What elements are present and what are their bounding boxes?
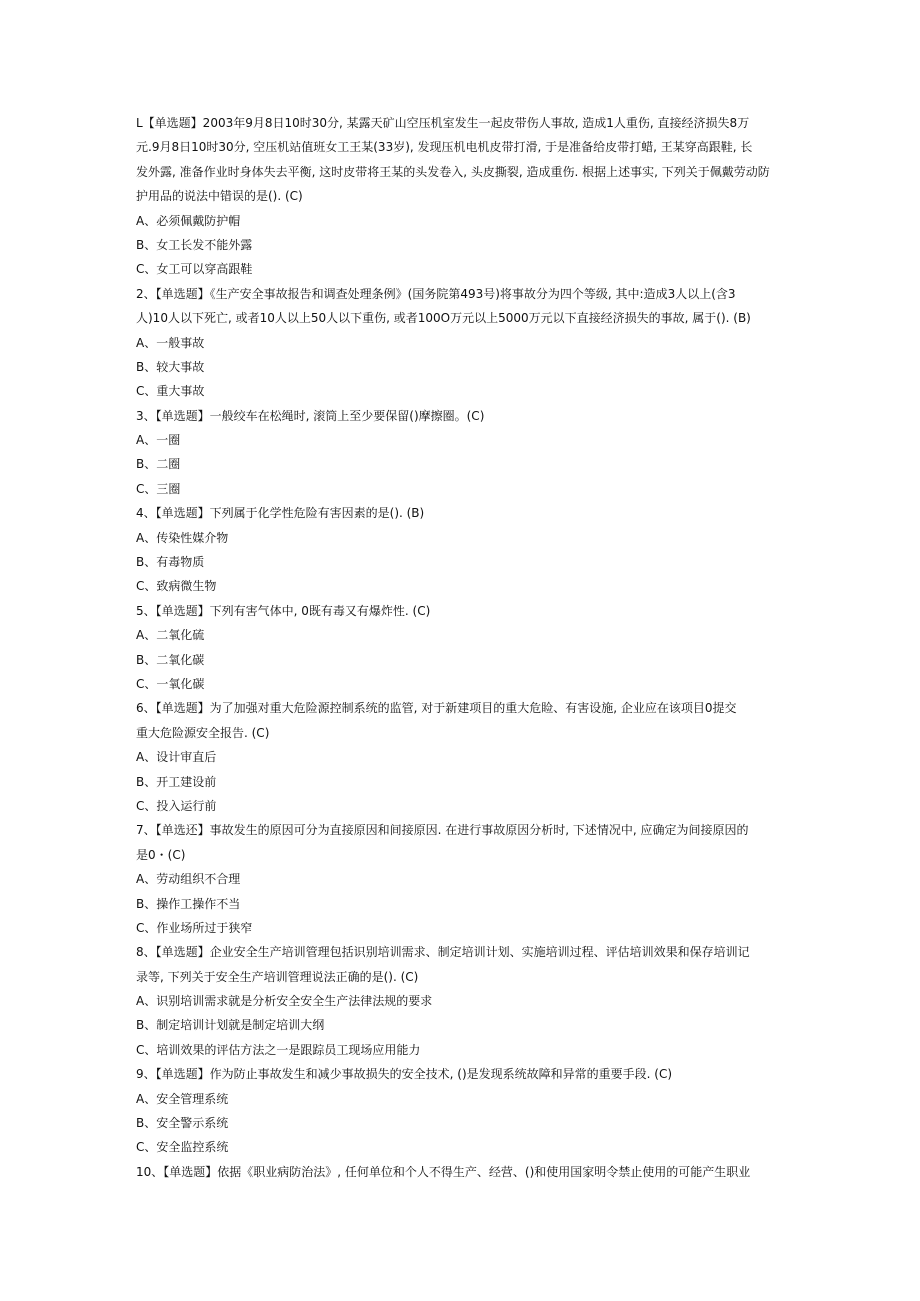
- question-text-line: 元.9月8日10时30分, 空压机站值班女工王某(33岁), 发现压机电机皮带打滑, 于是准备给皮带打蜡, 王某穿高跟鞋, 长: [136, 140, 753, 155]
- question-text-line: 9、【单选题】作为防止事故发生和减少事故损失的安全技术, ()是发现系统故障和异常的重要手段. (C): [136, 1067, 673, 1082]
- question-3: [136, 404, 786, 502]
- question-text-line: 人)10人以下死亡, 或者10人以上50人以下重伤, 或者100O万元以上5000万元以下直接经济损失的事故, 属于(). (B): [136, 311, 751, 326]
- answer-option: A、劳动组织不合理: [136, 872, 241, 887]
- question-text-line: 6、【单选题】为了加强对重大危险源控制系统的监管, 对于新建项目的重大危睑、有害设施, 企业应在该项目0提交: [136, 701, 737, 716]
- answer-option: C、致病微生物: [136, 579, 217, 594]
- answer-option: C、安全监控系统: [136, 1140, 229, 1155]
- question-6: [136, 696, 786, 818]
- question-10: [136, 1160, 786, 1184]
- question-text-line: 重大危险源安全报告. (C): [136, 725, 270, 740]
- question-2: [136, 282, 786, 404]
- answer-option: C、一氧化碳: [136, 676, 205, 691]
- question-text-line: 2、【单选题】《生产安全事故报告和调查处理条例》(国务院第493号)将事故分为四个等级, 其中:造成3人以上(含3: [136, 286, 736, 301]
- answer-option: B、较大事故: [136, 359, 205, 374]
- answer-option: B、安全警示系统: [136, 1116, 229, 1131]
- answer-option: B、二圈: [136, 457, 181, 472]
- answer-option: A、二氧化硫: [136, 628, 205, 643]
- question-text-line: 录等, 下列关于安全生产培训管理说法正确的是(). (C): [136, 969, 419, 984]
- answer-option: C、女工可以穿高跟鞋: [136, 262, 253, 277]
- answer-option: A、设计审直后: [136, 750, 217, 765]
- answer-option: A、传染性媒介物: [136, 530, 229, 545]
- question-text-line: L【单选题】2003年9月8日10时30分, 某露天矿山空压机室发生一起皮带伤人事故, 造成1人重伤, 直接经济损失8万: [136, 116, 750, 130]
- answer-option: A、一圈: [136, 433, 181, 448]
- answer-option: A、安全管理系统: [136, 1091, 229, 1106]
- answer-option: B、有毒物质: [136, 555, 205, 570]
- answer-option: C、三圈: [136, 481, 181, 496]
- answer-option: A、必须佩戴防护帽: [136, 213, 241, 228]
- question-9: [136, 1062, 786, 1160]
- question-1: [136, 111, 786, 282]
- answer-option: A、识别培训需求就是分析安全安全生产法律法规的要求: [136, 994, 433, 1009]
- answer-option: C、作业场所过于狭窄: [136, 920, 253, 935]
- question-list: [136, 111, 786, 1184]
- question-8: [136, 940, 786, 1062]
- question-text-line: 护用品的说法中错误的是(). (C): [136, 189, 303, 204]
- question-text-line: 发外露, 准备作业时身体失去平衡, 这时皮带将王某的头发卷入, 头皮撕裂, 造成重伤. 根据上述事实, 下列关于佩戴劳动防: [136, 164, 770, 179]
- answer-option: B、女工长发不能外露: [136, 237, 253, 252]
- answer-option: C、培训效果的评估方法之一是跟踪员工现场应用能力: [136, 1042, 421, 1057]
- question-text-line: 7、【单选还】事故发生的原因可分为直接原因和间接原因. 在进行事故原因分析时, 下述情况中, 应确定为间接原因的: [136, 823, 749, 838]
- question-text-line: 是0・(C): [136, 847, 186, 862]
- answer-option: B、开工建设前: [136, 774, 217, 789]
- answer-option: B、操作工操作不当: [136, 896, 241, 911]
- question-text-line: 5、【单选题】下列有害气体中, 0既有毒又有爆炸性. (C): [136, 603, 431, 618]
- answer-option: A、一般事故: [136, 335, 205, 350]
- answer-option: C、重大事故: [136, 384, 205, 399]
- answer-option: C、投入运行前: [136, 798, 217, 813]
- question-text-line: 3、【单选题】一般绞车在松绳时, 滚筒上至少要保留()摩擦圈。(C): [136, 408, 485, 423]
- question-text-line: 4、【单选题】下列属于化学性危险有害因素的是(). (B): [136, 506, 425, 521]
- question-5: [136, 599, 786, 697]
- answer-option: B、制定培训计划就是制定培训大纲: [136, 1018, 325, 1033]
- question-text-line: 10、【单选题】依据《职业病防治法》, 任何单位和个人不得生产、经营、()和使用国家明令禁止使用的可能产生职业: [136, 1164, 751, 1179]
- question-text-line: 8、【单选题】企业安全生产培训管理包括识别培训需求、制定培训计划、实施培训过程、评估培训效果和保存培训记: [136, 945, 750, 960]
- question-7: [136, 818, 786, 940]
- answer-option: B、二氧化碳: [136, 652, 205, 667]
- question-4: [136, 501, 786, 599]
